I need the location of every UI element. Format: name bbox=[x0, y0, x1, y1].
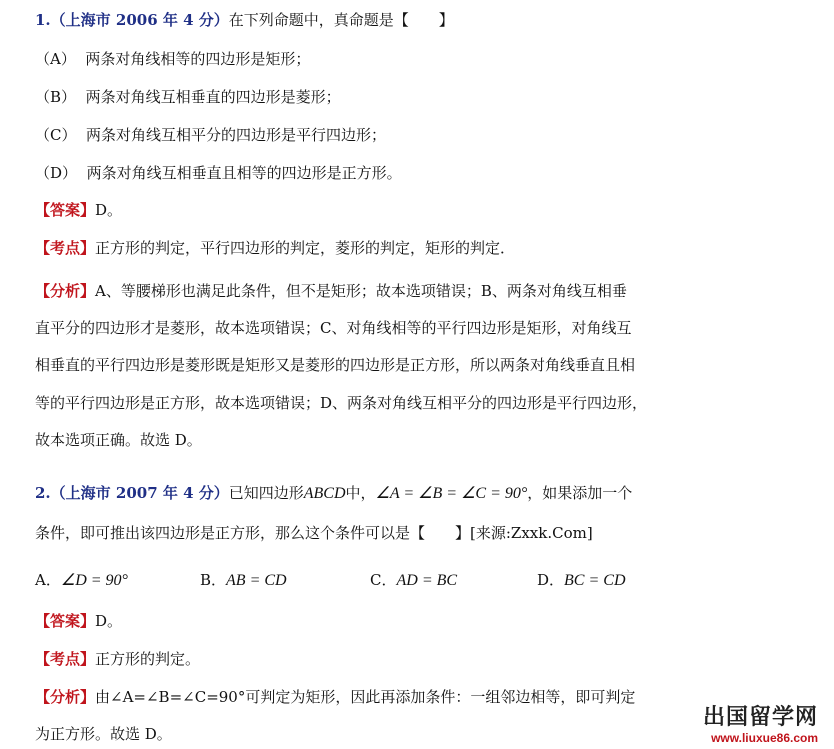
q1-heading: 1.（上海市 2006 年 4 分） bbox=[35, 11, 229, 29]
q2-option-c-math: AD = BC bbox=[396, 572, 458, 589]
q2-option-c bbox=[370, 570, 457, 591]
q1-option-d bbox=[35, 163, 402, 183]
q2-option-a bbox=[35, 570, 128, 591]
q1-point-tag: 【考点】 bbox=[35, 239, 96, 257]
q2-analysis-tag: 【分析】 bbox=[35, 688, 96, 706]
q2-point-tag: 【考点】 bbox=[35, 650, 96, 668]
q2-stem-line bbox=[35, 483, 632, 504]
q1-answer-text: D。 bbox=[95, 201, 123, 219]
q2-option-a-math: ∠D = 90° bbox=[60, 572, 128, 589]
q1-option-c bbox=[35, 125, 386, 145]
q1-point bbox=[35, 238, 515, 258]
q2-stem-line-2: 条件，即可推出该四边形是正方形，那么这个条件可以是【 】[来源:Zxxk.Com] bbox=[35, 524, 593, 542]
q1-analysis-line-1 bbox=[35, 281, 627, 301]
q1-option-c-label: （C） bbox=[35, 126, 77, 144]
q2-heading: 2.（上海市 2007 年 4 分） bbox=[35, 484, 229, 502]
q1-analysis-text-1: A、等腰梯形也满足此条件，但不是矩形；故本选项错误；B、两条对角线互相垂 bbox=[95, 282, 627, 300]
q2-option-d-math: BC = CD bbox=[564, 572, 626, 589]
q2-option-b-label: B． bbox=[200, 571, 227, 589]
q1-analysis-line-4: 等的平行四边形是正方形，故本选项错误；D、两条对角线互相平分的四边形是平行四边形， bbox=[35, 394, 648, 412]
q1-analysis-tag: 【分析】 bbox=[35, 282, 96, 300]
q2-analysis-text-1: 由∠A=∠B=∠C=90°可判定为矩形，因此再添加条件：一组邻边相等，即可判定 bbox=[95, 688, 636, 706]
watermark-title: 出国留学网 bbox=[702, 705, 818, 730]
q1-option-a bbox=[35, 49, 310, 69]
q2-stem-b: 中， bbox=[345, 484, 376, 502]
q2-option-a-label: A． bbox=[35, 571, 61, 589]
watermark bbox=[703, 700, 818, 745]
q2-point-text: 正方形的判定。 bbox=[95, 650, 201, 668]
q1-answer bbox=[35, 200, 122, 220]
q2-analysis-line-2: 为正方形。故选 D。 bbox=[35, 725, 172, 743]
q1-stem: 在下列命题中，真命题是【 】 bbox=[228, 11, 454, 29]
q1-stem-line bbox=[35, 10, 454, 30]
q2-option-d bbox=[537, 570, 626, 591]
q1-analysis-line-3: 相垂直的平行四边形是菱形既是矩形又是菱形的四边形是正方形，所以两条对角线垂直且相 bbox=[35, 356, 636, 374]
q2-answer bbox=[35, 611, 122, 631]
q2-option-b bbox=[200, 570, 287, 591]
q1-point-text: 正方形的判定，平行四边形的判定，菱形的判定，矩形的判定． bbox=[95, 239, 516, 257]
q1-option-a-label: （A） bbox=[35, 50, 76, 68]
q1-option-b bbox=[35, 87, 341, 107]
q2-point bbox=[35, 649, 200, 669]
q1-analysis-line-5: 故本选项正确。故选 D。 bbox=[35, 431, 202, 449]
q2-answer-text: D。 bbox=[95, 612, 123, 630]
q1-option-d-text: 两条对角线互相垂直且相等的四边形是正方形。 bbox=[86, 164, 402, 182]
q1-option-c-text: 两条对角线互相平分的四边形是平行四边形； bbox=[86, 126, 387, 144]
q2-stem-angles: ∠A = ∠B = ∠C = 90° bbox=[375, 485, 528, 502]
q2-stem-c: ，如果添加一个 bbox=[527, 484, 633, 502]
watermark-url: www.liuxue86.com bbox=[711, 731, 818, 745]
q2-answer-tag: 【答案】 bbox=[35, 612, 96, 630]
q2-stem-a: 已知四边形 bbox=[228, 484, 304, 502]
q2-option-c-label: C． bbox=[370, 571, 397, 589]
q2-stem-abcd: ABCD bbox=[303, 485, 346, 502]
q1-option-d-label: （D） bbox=[35, 164, 78, 182]
q1-option-b-text: 两条对角线互相垂直的四边形是菱形； bbox=[85, 88, 341, 106]
q1-analysis-line-2: 直平分的四边形才是菱形，故本选项错误；C、对角线相等的平行四边形是矩形，对角线互 bbox=[35, 319, 632, 337]
q1-option-a-text: 两条对角线相等的四边形是矩形； bbox=[85, 50, 311, 68]
q2-option-b-math: AB = CD bbox=[226, 572, 287, 589]
q1-answer-tag: 【答案】 bbox=[35, 201, 96, 219]
q1-option-b-label: （B） bbox=[35, 88, 77, 106]
q2-option-d-label: D． bbox=[537, 571, 565, 589]
q2-analysis-line-1 bbox=[35, 687, 635, 707]
